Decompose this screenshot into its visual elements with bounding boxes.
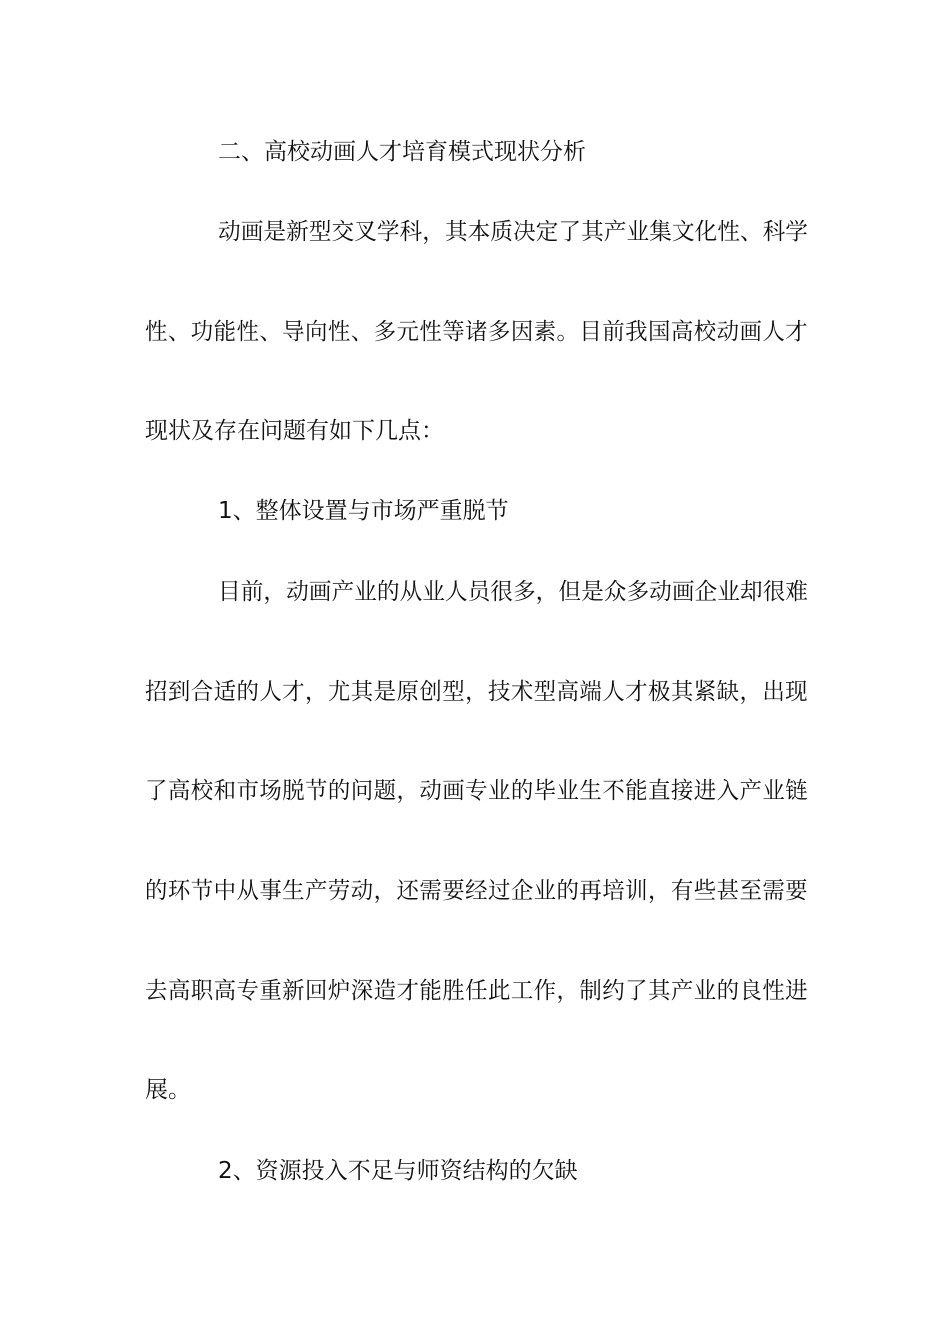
subheading-1: 1、整体设置与市场严重脱节	[218, 498, 509, 524]
paragraph-2-line-3: 了高校和市场脱节的问题，动画专业的毕业生不能直接进入产业链	[145, 778, 809, 804]
paragraph-2-line-5: 去高职高专重新回炉深造才能胜任此工作，制约了其产业的良性进	[145, 978, 809, 1004]
section-heading: 二、高校动画人才培育模式现状分析	[218, 139, 586, 165]
paragraph-2-line-4: 的环节中从事生产劳动，还需要经过企业的再培训，有些甚至需要	[145, 878, 809, 904]
paragraph-1-line-2: 性、功能性、导向性、多元性等诸多因素。目前我国高校动画人才	[145, 319, 809, 345]
paragraph-2-line-2: 招到合适的人才，尤其是原创型，技术型高端人才极其紧缺，出现	[145, 679, 809, 705]
paragraph-1-line-1: 动画是新型交叉学科，其本质决定了其产业集文化性、科学	[218, 219, 808, 245]
subheading-2: 2、资源投入不足与师资结构的欠缺	[218, 1158, 578, 1184]
paragraph-2-line-1: 目前，动画产业的从业人员很多，但是众多动画企业却很难	[218, 579, 808, 605]
paragraph-1-line-3: 现状及存在问题有如下几点：	[145, 418, 444, 444]
paragraph-2-line-6: 展。	[145, 1077, 191, 1103]
